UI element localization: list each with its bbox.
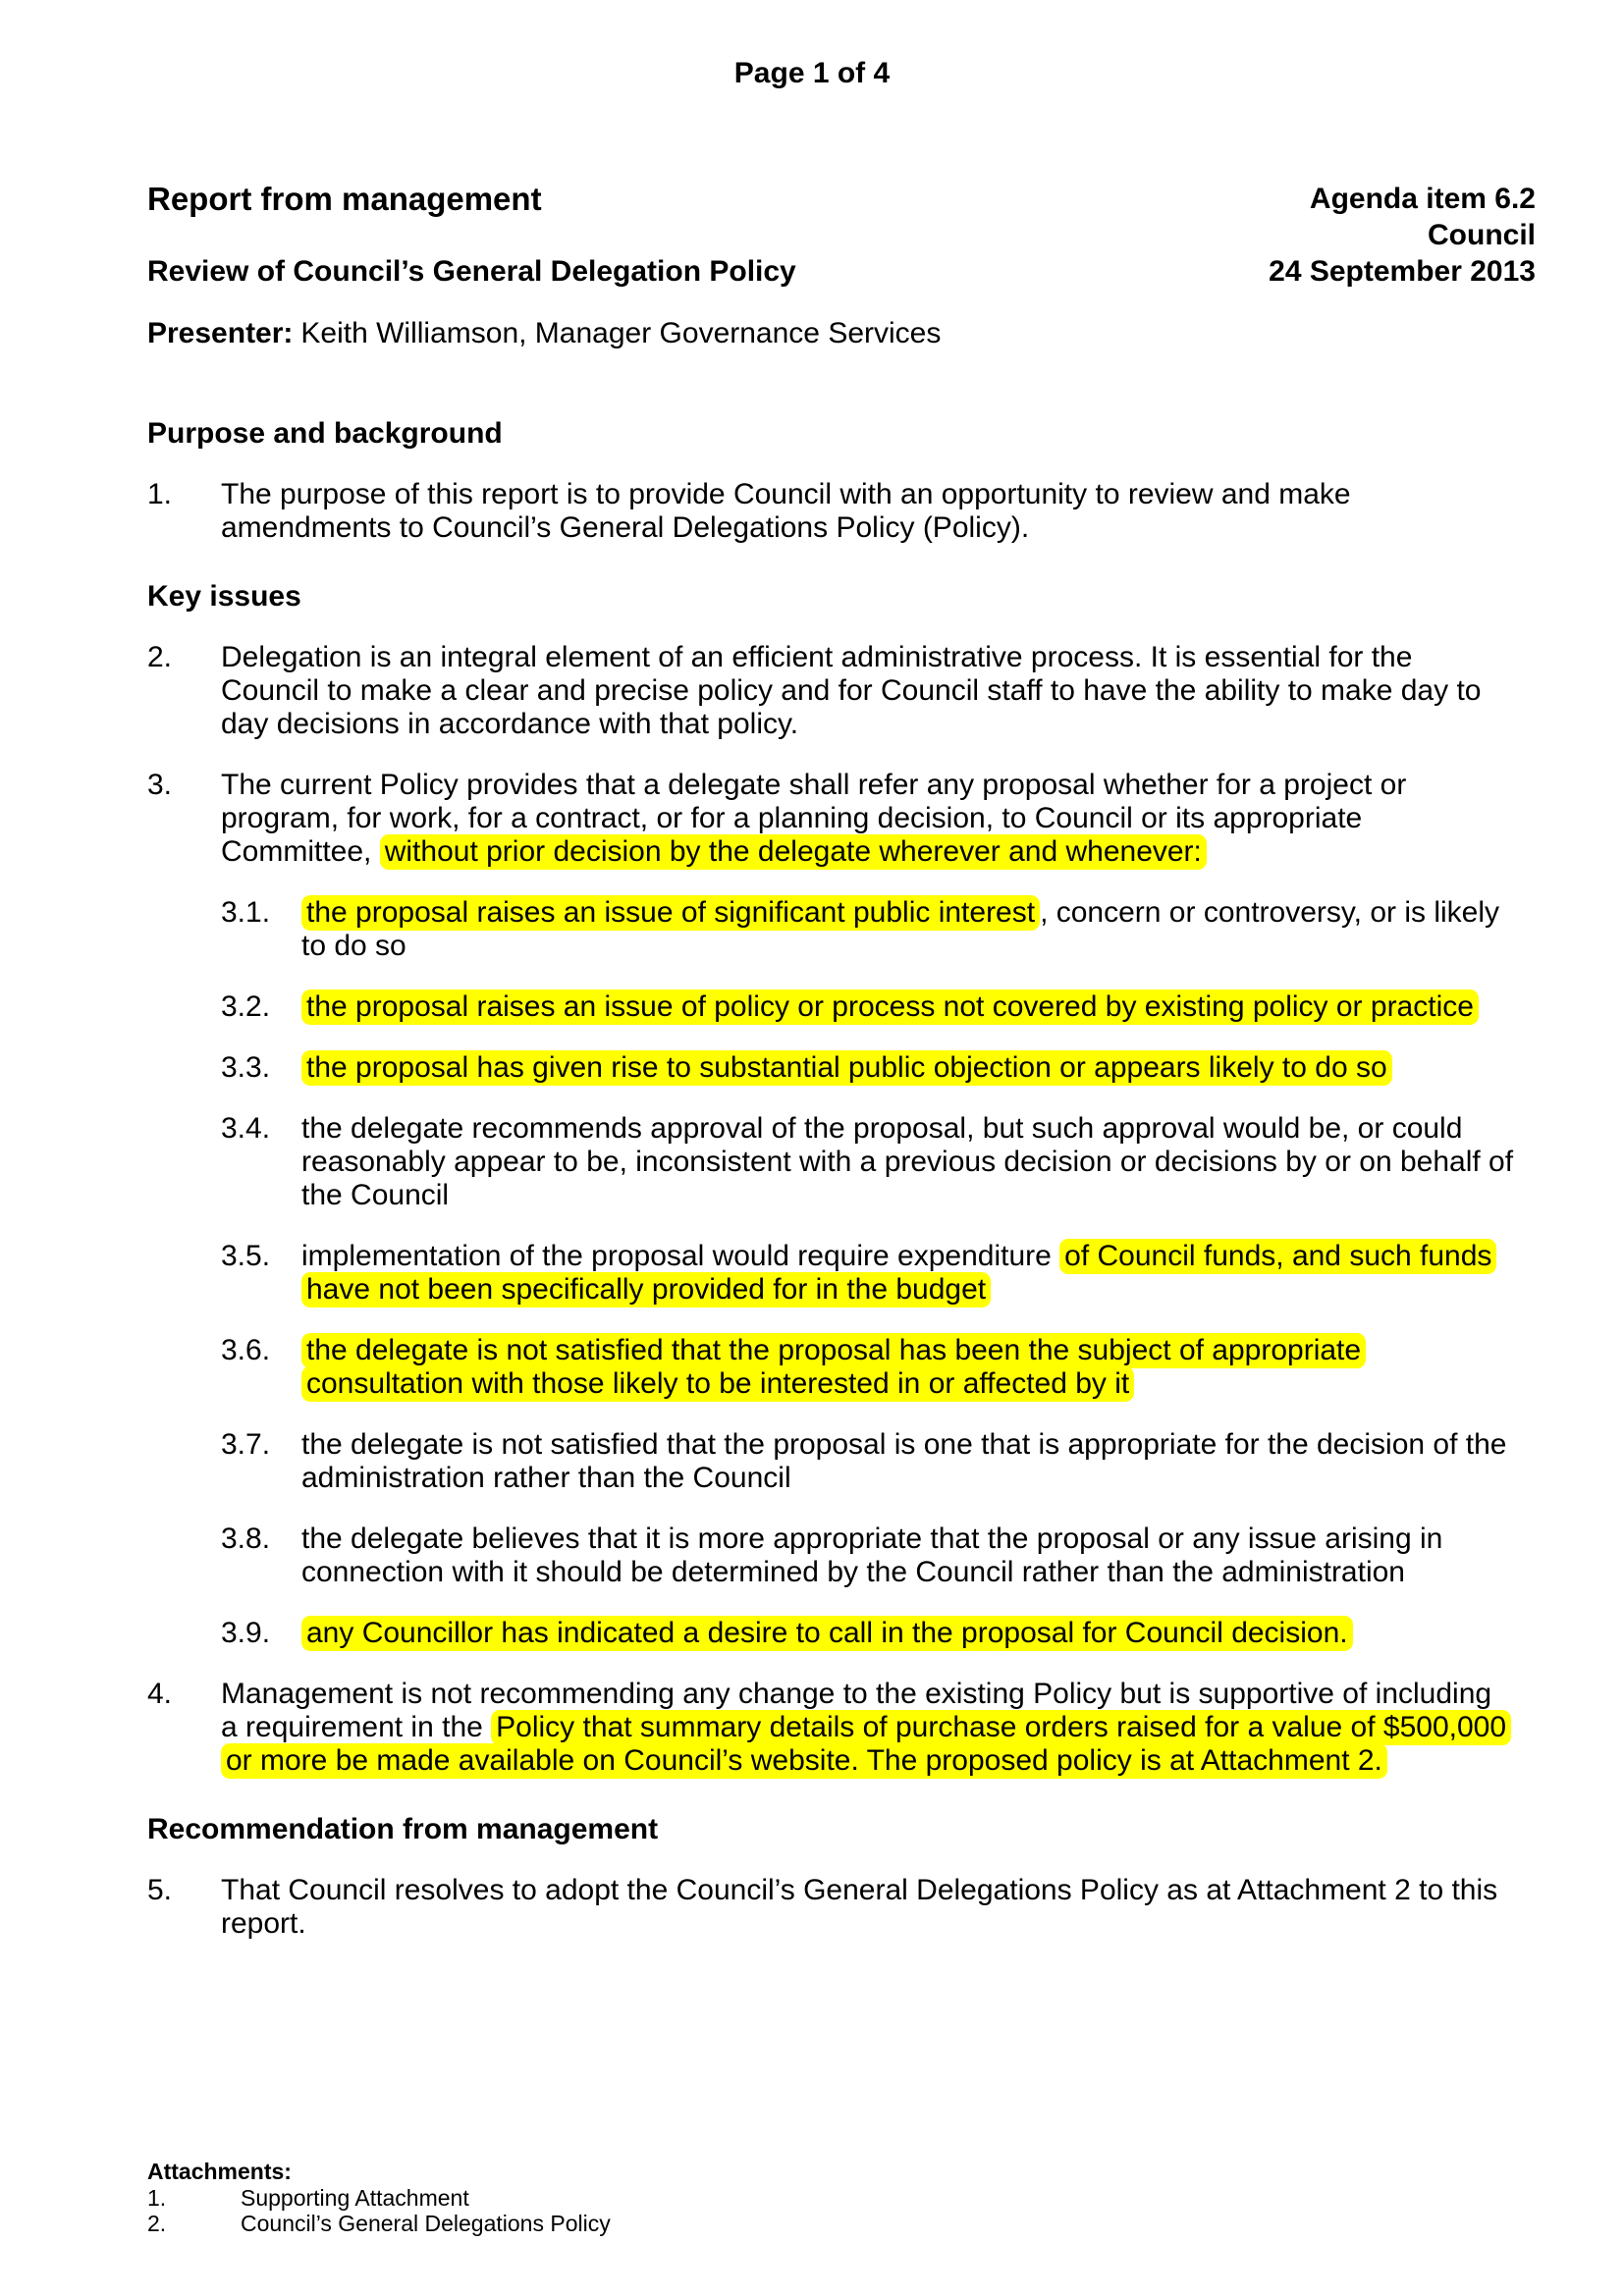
numbered-item-3-1: [147, 896, 1536, 963]
text-segment: The current Policy provides that a delegate shall refer any proposal whether for a project or program, for work, for a contract, or for a planning decision, to Council or its appropriate Committee,: [221, 769, 1407, 868]
item-number: 3.6.: [221, 1334, 271, 1366]
highlighted-segment: of Council funds, and such funds have not been specifically provided for in the budget: [301, 1239, 1496, 1308]
attachment-number: 2.: [147, 2211, 167, 2236]
report-title: Report from management: [147, 181, 542, 217]
text-segment: The purpose of this report is to provide Council with an opportunity to review and make amendments to Council’s General Delegations Policy (Policy).: [221, 478, 1351, 544]
item-number: 3.5.: [221, 1240, 271, 1272]
numbered-item-1: [147, 478, 1536, 545]
numbered-item-3-8: [147, 1522, 1536, 1589]
heading-key-issues: Key issues: [147, 580, 301, 613]
item-text: [221, 1874, 1512, 1941]
heading-purpose-and-background: Purpose and background: [147, 417, 503, 450]
item-number: 1.: [147, 478, 173, 510]
item-number: 3.8.: [221, 1522, 271, 1555]
numbered-item-3-5: [147, 1240, 1536, 1307]
numbered-item-2: [147, 641, 1536, 741]
item-text: [221, 769, 1512, 869]
numbered-item-3: [147, 769, 1536, 869]
highlighted-segment: Policy that summary details of purchase orders raised for a value of $500,000 or more be made available on Council’s website. The proposed policy is at Attachment 2.: [221, 1710, 1511, 1779]
council-name: Council: [1428, 219, 1536, 251]
item-text: [301, 1334, 1514, 1401]
text-segment: , concern or controversy, or is likely to do so: [301, 896, 1500, 962]
text-segment: That Council resolves to adopt the Council’s General Delegations Policy as at Attachment 2 to this report.: [221, 1874, 1498, 1940]
attachment-number: 1.: [147, 2185, 167, 2211]
highlighted-segment: without prior decision by the delegate wherever and whenever:: [380, 834, 1207, 870]
attachments-section: [147, 2159, 1536, 2236]
text-segment: Delegation is an integral element of an efficient administrative process. It is essential for the Council to make a clear and precise policy and for Council staff to have the ability to make day to day decisions in accordance with that policy.: [221, 641, 1482, 740]
item-text: [301, 1617, 1514, 1650]
item-number: 3.9.: [221, 1617, 271, 1649]
text-segment: the delegate believes that it is more appropriate that the proposal or any issue arising in connection with it should be determined by the Council rather than the administration: [301, 1522, 1443, 1588]
attachment-item-2: [147, 2211, 1536, 2236]
numbered-item-4: [147, 1678, 1536, 1778]
numbered-item-3-4: [147, 1112, 1536, 1212]
highlighted-segment: the proposal raises an issue of policy or process not covered by existing policy or practice: [301, 989, 1479, 1025]
report-subtitle: Review of Council’s General Delegation Policy: [147, 255, 796, 288]
item-text: [301, 896, 1514, 963]
agenda-item: Agenda item 6.2: [1309, 183, 1536, 215]
numbered-item-5: [147, 1874, 1536, 1941]
meeting-date: 24 September 2013: [1269, 255, 1536, 288]
item-number: 3.7.: [221, 1428, 271, 1461]
item-text: [221, 1678, 1512, 1778]
item-text: [301, 1428, 1514, 1495]
item-number: 3.3.: [221, 1051, 271, 1084]
item-number: 3.2.: [221, 990, 271, 1023]
presenter-value: Keith Williamson, Manager Governance Services: [300, 317, 942, 349]
presenter-line: [147, 317, 1536, 350]
text-segment: Management is not recommending any change to the existing Policy but is supportive of including a requirement in the: [221, 1678, 1492, 1743]
item-text: [301, 1522, 1514, 1589]
item-number: 4.: [147, 1678, 173, 1710]
highlighted-segment: the proposal has given rise to substantial public objection or appears likely to do so: [301, 1050, 1392, 1086]
item-text: [221, 478, 1512, 545]
item-number: 3.: [147, 769, 173, 801]
heading-recommendation: Recommendation from management: [147, 1813, 659, 1845]
item-text: [301, 1112, 1514, 1212]
header-right: [1269, 181, 1536, 290]
item-number: 2.: [147, 641, 173, 673]
item-number: 5.: [147, 1874, 173, 1906]
text-segment: the delegate recommends approval of the proposal, but such approval would be, or could reasonably appear to be, inconsistent with a previous decision or decisions by or on behalf of the Council: [301, 1112, 1514, 1211]
numbered-item-3-9: [147, 1617, 1536, 1650]
attachment-item-1: [147, 2185, 1536, 2211]
item-text: [221, 641, 1512, 741]
item-text: [301, 1051, 1514, 1085]
page-indicator: Page 1 of 4: [733, 57, 891, 89]
attachments-label: Attachments:: [147, 2159, 292, 2184]
numbered-item-3-7: [147, 1428, 1536, 1495]
highlighted-segment: any Councillor has indicated a desire to call in the proposal for Council decision.: [301, 1616, 1353, 1651]
attachment-text: Supporting Attachment: [241, 2185, 469, 2211]
document-header: [147, 181, 1536, 290]
item-text: [301, 1240, 1514, 1307]
numbered-item-3-3: [147, 1051, 1536, 1085]
presenter-label: Presenter:: [147, 317, 294, 349]
highlighted-segment: the delegate is not satisfied that the proposal has been the subject of appropriate consultation with those likely to be interested in or affected by it: [301, 1333, 1366, 1402]
header-left: [147, 181, 796, 290]
text-segment: implementation of the proposal would require expenditure: [301, 1240, 1060, 1272]
numbered-item-3-2: [147, 990, 1536, 1024]
item-text: [301, 990, 1514, 1024]
numbered-item-3-6: [147, 1334, 1536, 1401]
attachment-text: Council’s General Delegations Policy: [241, 2211, 611, 2236]
text-segment: the delegate is not satisfied that the proposal is one that is appropriate for the decision of the administration rather than the Council: [301, 1428, 1507, 1494]
item-number: 3.4.: [221, 1112, 271, 1145]
highlighted-segment: the proposal raises an issue of significant public interest: [301, 895, 1040, 931]
item-number: 3.1.: [221, 896, 271, 929]
